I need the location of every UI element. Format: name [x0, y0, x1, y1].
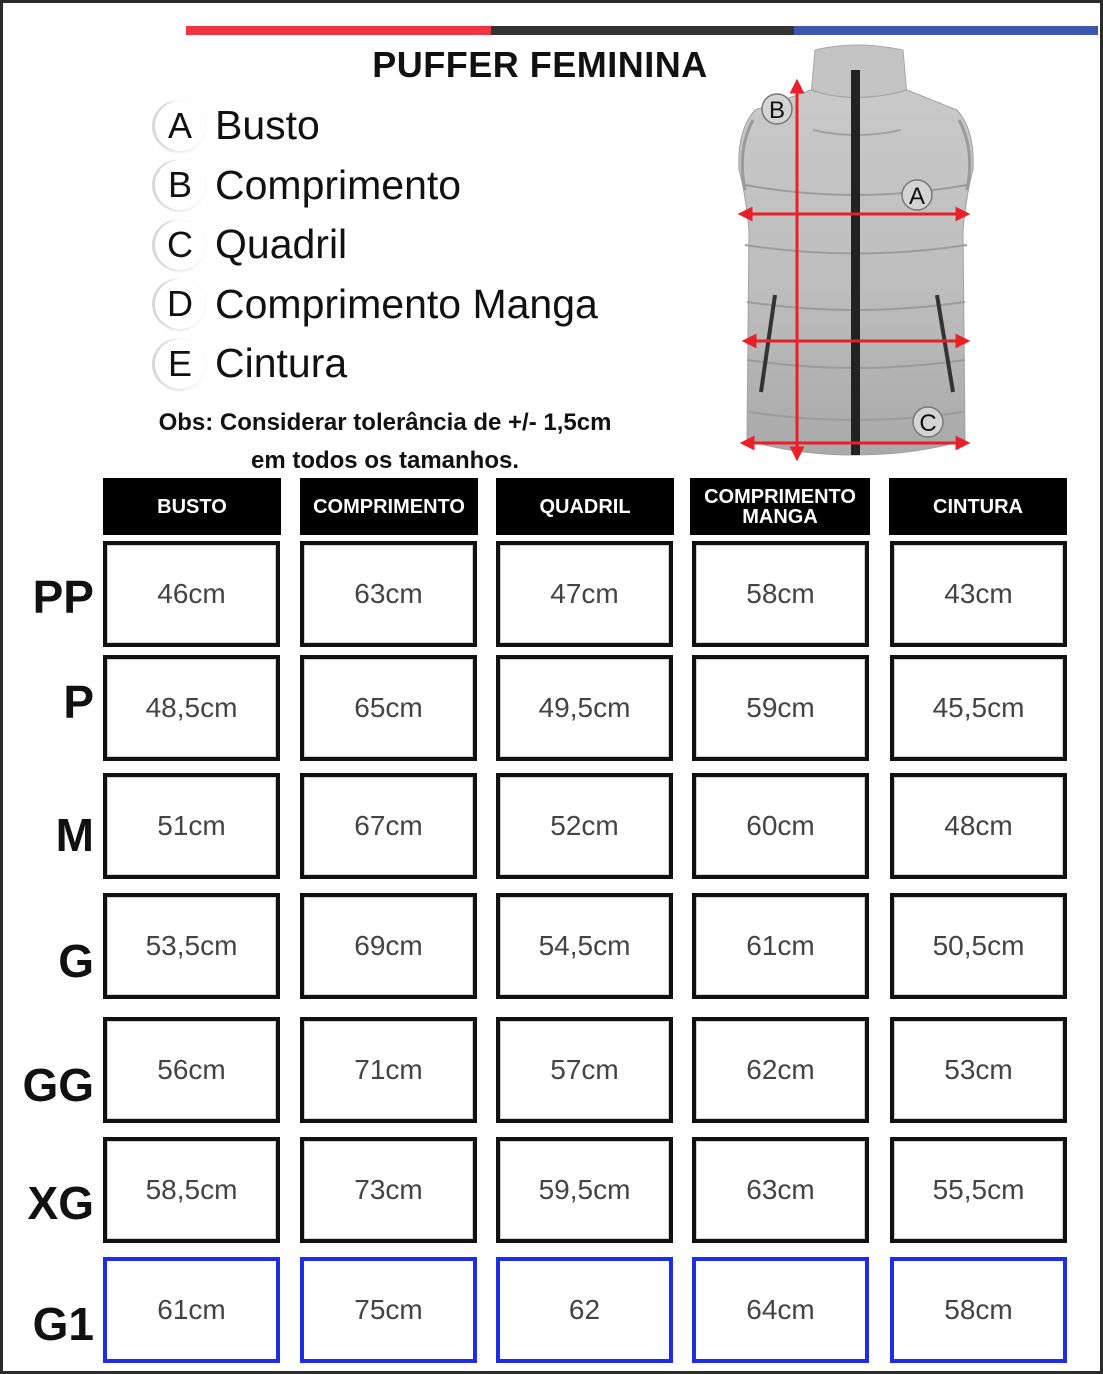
- size-label-gg: GG: [22, 1059, 94, 1111]
- table-cell: 57cm: [496, 1017, 673, 1123]
- vest-marker-b-label: B: [768, 97, 786, 124]
- header-cintura: [889, 478, 1067, 535]
- table-cell: 62cm: [692, 1017, 869, 1123]
- size-label-xg: XG: [27, 1177, 94, 1229]
- tolerance-note: [110, 404, 660, 480]
- table-cell: 45,5cm: [890, 655, 1067, 761]
- header-quadril-text: QUADRIL: [539, 495, 631, 518]
- table-cell: 58cm: [890, 1257, 1067, 1363]
- frame-top-border: [0, 0, 1103, 3]
- vest-illustration: [735, 40, 985, 465]
- legend-label-busto: Busto: [215, 102, 320, 149]
- stripe-red: [186, 26, 491, 35]
- table-cell: 60cm: [692, 773, 869, 879]
- header-comprimento-text: COMPRIMENTO: [313, 495, 465, 518]
- table-cell: 47cm: [496, 541, 673, 647]
- table-cell: 63cm: [300, 541, 477, 647]
- legend-item-c: [155, 215, 598, 275]
- table-cell: 69cm: [300, 893, 477, 999]
- vest-marker-c-label: C: [919, 410, 937, 437]
- header-comprimento-manga-line1: COMPRIMENTO: [704, 485, 856, 508]
- table-cell: 65cm: [300, 655, 477, 761]
- table-cell: 63cm: [692, 1137, 869, 1243]
- table-cell: 51cm: [103, 773, 280, 879]
- table-cell: 49,5cm: [496, 655, 673, 761]
- table-cell: 48,5cm: [103, 655, 280, 761]
- table-cell: 59,5cm: [496, 1137, 673, 1243]
- table-cell: 52cm: [496, 773, 673, 879]
- table-cell: 61cm: [103, 1257, 280, 1363]
- legend-item-b: [155, 156, 598, 216]
- table-cell: 46cm: [103, 541, 280, 647]
- table-cell: 59cm: [692, 655, 869, 761]
- table-cell: 50,5cm: [890, 893, 1067, 999]
- size-label-m: M: [55, 809, 94, 861]
- size-label-p: P: [63, 676, 94, 728]
- measurement-legend: [155, 96, 598, 394]
- legend-item-d: [155, 275, 598, 335]
- size-label-g1: G1: [32, 1298, 94, 1350]
- header-quadril: [496, 478, 674, 535]
- legend-item-a: [155, 96, 598, 156]
- table-cell: 58,5cm: [103, 1137, 280, 1243]
- tolerance-note-line1: Obs: Considerar tolerância de +/- 1,5cm: [158, 409, 612, 436]
- legend-letter-c: C: [155, 220, 205, 270]
- table-cell: 53cm: [890, 1017, 1067, 1123]
- table-cell: 61cm: [692, 893, 869, 999]
- table-cell: 43cm: [890, 541, 1067, 647]
- table-cell: 62: [496, 1257, 673, 1363]
- table-cell: 55,5cm: [890, 1137, 1067, 1243]
- legend-letter-d: D: [155, 279, 205, 329]
- table-cell: 67cm: [300, 773, 477, 879]
- header-comprimento: [300, 478, 478, 535]
- table-cell: 75cm: [300, 1257, 477, 1363]
- header-comprimento-manga-line2: MANGA: [742, 505, 818, 528]
- tolerance-note-line2: em todos os tamanhos.: [250, 447, 520, 474]
- legend-letter-b: B: [155, 160, 205, 210]
- table-cell: 73cm: [300, 1137, 477, 1243]
- table-cell: 56cm: [103, 1017, 280, 1123]
- table-cell: 54,5cm: [496, 893, 673, 999]
- vest-marker-a-label: A: [908, 183, 926, 210]
- stripe-dark: [491, 26, 794, 35]
- table-cell: 64cm: [692, 1257, 869, 1363]
- legend-item-e: [155, 334, 598, 394]
- header-comprimento-manga: [690, 478, 870, 535]
- table-cell: 53,5cm: [103, 893, 280, 999]
- legend-label-comprimento: Comprimento: [215, 161, 462, 208]
- legend-label-quadril: Quadril: [215, 221, 348, 268]
- header-cintura-text: CINTURA: [933, 495, 1023, 518]
- header-busto-text: BUSTO: [157, 495, 227, 518]
- stripe-blue: [794, 26, 1098, 35]
- table-cell: 58cm: [692, 541, 869, 647]
- legend-letter-a: A: [155, 101, 205, 151]
- legend-label-comprimento-manga: Comprimento Manga: [215, 280, 598, 327]
- table-cell: 71cm: [300, 1017, 477, 1123]
- legend-letter-e: E: [155, 339, 205, 389]
- size-label-pp: PP: [32, 571, 94, 623]
- page-title: PUFFER FEMININA: [372, 44, 708, 85]
- size-label-g: G: [58, 935, 94, 987]
- header-busto: [103, 478, 281, 535]
- legend-label-cintura: Cintura: [215, 340, 348, 387]
- table-cell: 48cm: [890, 773, 1067, 879]
